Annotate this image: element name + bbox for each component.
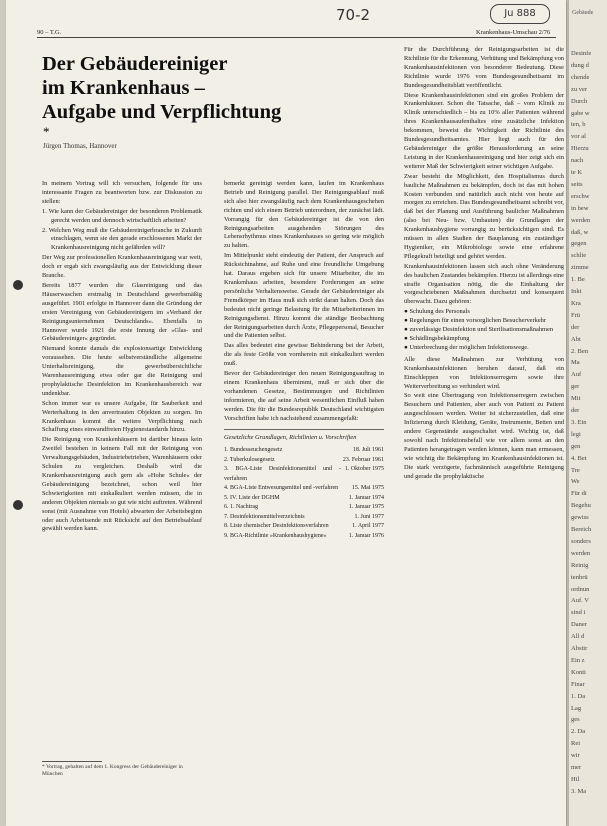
reference-date: 1. Juni 1977 — [354, 513, 384, 520]
paragraph: Alle diese Maßnahmen zur Verhütung von Krankenhausinfektionen beruhen darauf, daß ein Einschleppen von Infektionserregern sowie ihre Weiterverbreitung so verhindert wird. — [404, 355, 564, 390]
adjacent-page-strip — [568, 0, 607, 826]
strip-line: ordnun — [571, 585, 590, 593]
paragraph: So weit eine Übertragung von Infektionserregern zwischen Besuchern und Patienten, aber auch von Patient zu Patient ausgeschlossen werden. Weiter ist sicherzustellen, daß eine Infizierung durch Kleidung, Geräte, Instrumente, Betten und andere Gegenstände ausgeschaltet wird. Wichtig ist, daß sowohl nach Infektionsbefall wie vor allem sonst an den Patienten herangetragen werden können, kann man ermessen, wie wichtig die Bekämpfung im Krankenhausinfektionen ist. Die stark verzögerte, fachmännisch ausgeführte Reinigung und gerade die prophylaktische — [404, 392, 564, 480]
reference-text: 7. Desinfektionsmittelverzeichnis — [224, 513, 305, 520]
strip-line: 1. Da — [571, 692, 586, 700]
paragraph: Die Reinigung von Krankenhäusern ist darüber hinaus kein Zweifel bestehen in keinem Fall mit der Reinigung von Verwaltungsgebäuden, Industriebetrieben, Warenhäusern oder Schulen zu vergleichen. Deshalb wird die Krankenhausreinigung auch gern als »Hohe Schule« der Gebäudereinigung bezeichnet, schon weil hier Schwierigkeiten mit einkalkuliert werden müssen, die in anderen Objekten niemals so gut wie nicht auftreten. Während sonst (mit Ausnahme von Hotels) abwarten der Arbeitsbeginn oder auch Arbeitsende mit Rücksicht auf den Betriebsablauf gewählt werden kann. — [42, 436, 202, 533]
strip-line: seits — [571, 180, 583, 188]
reference-date: 23. Februar 1961 — [342, 456, 384, 463]
strip-line: tenbrü — [571, 573, 588, 581]
strip-line: 1. Be — [571, 276, 585, 284]
strip-line: Finar — [571, 680, 585, 688]
column-2 — [224, 180, 384, 541]
strip-line: daß, w — [571, 228, 589, 236]
strip-line: chende — [571, 73, 590, 81]
strip-line: Ma — [571, 359, 580, 367]
strip-line: legi — [571, 430, 581, 438]
handwritten-note: 70-2 — [336, 6, 371, 24]
strip-line: Mit — [571, 395, 581, 403]
strip-header: Gebäude — [572, 10, 594, 16]
strip-line: wir — [571, 752, 580, 760]
document-page — [6, 0, 566, 826]
strip-line: werden — [571, 216, 591, 224]
strip-line: gegen — [571, 240, 587, 248]
paragraph: Zwar besteht die Möglichkeit, den Hospitalismus durch bauliche Maßnahmen zu bekämpfen, doch ist das mit hohen Kosten verbunden und natürlich auch nicht von heute auf morgen zu erreichen. Das Bundesgesundheitsamt schreibt vor, daß bei der Planung und Ausführung baulicher Maßnahmen (also bei Neu- bzw. Umbauten) die Grundlagen der Krankenhaushygiene vorrangig zu berücksichtigen sind. Es müssen in allen Stadien der Bauplanung ein zuständiger Hygieniker, ein Mikrobiologe sowie eine erfahrene Pflegekraft beteiligt und gehört werden. — [404, 172, 564, 260]
list-item: 2. Welchen Weg muß die Gebäudereinigerbranche in Zukunft einschlagen, wenn sie den gerade erschlossenen Markt der Krankenhausreinigung nicht gefährden will? — [42, 226, 202, 252]
reference-date: 1. Januar 1975 — [348, 504, 384, 511]
page-number: 90 – T.G. — [37, 29, 62, 36]
intro-paragraph: In meinem Vortrag will ich versuchen, folgende für uns interessante Fragen zu beantworten bzw. zur Diskussion zu stellen: — [42, 180, 202, 205]
reference-item — [224, 494, 384, 504]
header-rule — [37, 37, 556, 38]
strip-line: Hierzu — [571, 145, 589, 153]
strip-line: All d — [571, 633, 585, 641]
strip-line: Tre — [571, 466, 580, 474]
strip-line: gewiss — [571, 514, 589, 522]
strip-line: Bereich — [571, 526, 592, 533]
paragraph: Bevor der Gebäudereiniger den neuen Reinigungsauftrag in einem Krankenhaus übernimmt, muß er sich über die vorhandenen Gesetze, Bestimmungen und Richtlinien informieren, die auf seine Arbeit wesentlichen Einfluß haben werden. Die für die Bundesrepublik Deutschland wichtigsten Vorschriften habe ich nachstehend zusammengefaßt: — [224, 370, 384, 422]
strip-line: gen — [571, 442, 581, 450]
bullet-item: ● Schädlingsbekämpfung — [404, 335, 470, 342]
bullet-item: ● Unterbrechung der möglichen Infektionswege. — [404, 343, 529, 351]
reference-text: 5. IV. Liste der DGHM — [224, 494, 280, 501]
references-title: Gesetzliche Grundlagen, Richtlinien u. Vorschriften — [224, 434, 357, 442]
bullet-item: ● zuverlässige Desinfektion und Sterilisationsmaßnahmen — [404, 326, 554, 334]
reference-item — [224, 484, 384, 494]
paragraph: Der Weg zur professionellen Krankenhausreinigung war weit, doch er ergab sich zwangsläufig aus der Entwicklung dieser Branche. — [42, 254, 202, 280]
reference-text: 1. Bundesseuchengesetz — [224, 447, 283, 454]
strip-line: We — [571, 478, 580, 486]
title-line: im Krankenhaus – — [42, 77, 205, 99]
strip-line: zimme — [571, 264, 589, 272]
strip-line: 2. Ben — [571, 347, 588, 355]
paragraph: bemerkt gereinigt werden kann, laufen im Krankenhaus Betrieb und Reinigung parallel. Der Reinigungsablauf muß sich also hier zwangsläufig nach dem Krankenhausgeschehen richten und sich einem Betrieb unterordnen, der zunächst lädt. Vorrangig für den Gebäudereiniger ist die von den Reinigungsarbeiten ausgehenden Störungen des Lebensrhythmus eines Krankenhauses so gering wie möglich zu halten. — [224, 180, 384, 250]
strip-line: mer — [571, 764, 582, 771]
reference-date: 1. Januar 1974 — [348, 494, 384, 501]
references-list — [224, 446, 384, 541]
strip-line: vor al — [571, 133, 586, 141]
strip-line: Durch — [571, 97, 588, 105]
strip-line: Ein z — [571, 656, 585, 664]
references-rule — [224, 429, 384, 430]
strip-line: Auf — [571, 371, 582, 379]
paragraph: Für die Durchführung der Reinigungsarbeiten ist die Richtlinie für die Erkennung, Verhütung und Bekämpfung von Krankenhausinfektionen von besonderer Bedeutung. Diese Richtlinie wurde 1976 vom Bundesgesundheitsamt im Bundesgesundheitsblatt veröffentlicht. — [404, 46, 564, 89]
strip-line: ges — [571, 716, 580, 724]
strip-line: gabe w — [571, 109, 590, 117]
reference-text: 8. Liste chemischer Desinfektionsverfahren — [224, 523, 329, 530]
strip-line: Abstir — [571, 645, 588, 652]
strip-line: 3. Ma — [571, 787, 587, 795]
reference-date: 18. Juli 1961 — [352, 447, 384, 454]
paragraph: Im Mittelpunkt steht eindeutig der Patient, der Anspruch auf Rücksichtnahme, auf Ruhe und eine freundliche Umgebung hat. Daraus ergeben sich für unsere Mitarbeiter, die im Krankenhaus arbeiten, besondere Forderungen an seine persönliche Verhaltensweise. Gerade der Gebäudereiniger als Fremdkörper im Haus muß sich strikt daran halten. Doch das bedeutet nicht geringe Belastung für die Mitarbeiterinnen im Reinigungsdienst. Hinzu kommt die ständige Beobachtung der Reinigungsarbeiten durch Ärzte, Pflegepersonal, Besucher und die Patienten selbst. — [224, 252, 384, 340]
journal-name: Krankenhaus-Umschau 2/76 — [476, 29, 551, 36]
list-item: 1. Wie kann der Gebäudereiniger der besonderen Problematik gerecht werden und dennoch wirtschaftlich arbeiten? — [42, 207, 202, 224]
strip-line: sind i — [571, 609, 586, 617]
reference-text: 9. BGA-Richtlinie »Krankenhaushygiene« — [224, 532, 327, 539]
strip-line: Kra — [571, 299, 581, 307]
strip-line: 4. Bet — [571, 454, 587, 462]
reference-date: 1. Oktober 1975 — [344, 466, 384, 473]
strip-line: 3. Ein — [571, 418, 587, 426]
strip-line: zu ver — [571, 85, 588, 93]
reference-item — [224, 456, 384, 466]
strip-line: erschw — [571, 192, 590, 200]
paragraph: Niemand konnte damals die explosionsartige Entwicklung voraussehen. Die heute selbstverständliche allgemeine Unterhaltsreinigung, die gewerbsübersichtliche Warenhausreinigung etwa oder gar die Reinigung und prophylaktische Desinfektion im Krankenhausbereich war undenkbar. — [42, 345, 202, 397]
strip-line: Auf. V — [571, 597, 589, 605]
strip-line: Desinfe — [571, 50, 592, 57]
reference-date: 15. Mai 1975 — [351, 485, 384, 492]
strip-line: Konti — [571, 668, 586, 676]
bullet-item: ● Schulung des Personals — [404, 308, 470, 316]
reference-text: 6. 1. Nachtrag — [224, 504, 258, 511]
title-line: Aufgabe und Verpflichtung — [42, 101, 282, 123]
reference-item — [224, 503, 384, 513]
reference-item — [224, 446, 384, 456]
reference-text: 3. BGA-Liste Desinfektionsmittel und -verfahren — [224, 466, 341, 482]
strip-line: sonders — [571, 537, 591, 545]
strip-line: dung d — [571, 61, 589, 69]
strip-line: Frü — [571, 311, 581, 319]
strip-line: schlie — [571, 252, 587, 260]
paragraph: Krankenhausinfektionen lassen sich auch ohne Veränderung des baulichen Zustandes bekämpfen. Hierzu ist allerdings eine straffe Organisation nötig, die die Einhaltung der vorgeschriebenen Maßnahmen durchsetzt und konsequent überwacht. Dazu gehören: — [404, 262, 564, 306]
reference-text: 2. Tuberkulosegesetz — [224, 456, 275, 463]
strip-line: Lag — [571, 704, 582, 712]
strip-line: ger — [571, 383, 580, 391]
title-line: Der Gebäudereiniger — [42, 53, 228, 75]
reference-text: 4. BGA-Liste Entwesungsmittel und -verfahren — [224, 485, 339, 492]
strip-line: te K — [571, 169, 583, 176]
footnote-star: * — [43, 124, 50, 139]
reference-date: 1. Januar 1976 — [348, 532, 384, 539]
paragraph: Diese Krankenhausinfektionen sind ein großes Problem der Krankenhäuser. Schon die Tatsache, daß – vom Klinik zu Klinik unterschiedlich – bis zu 10% aller Patienten während ihres Krankenhausaufenthaltes eine zusätzliche Infektion bekommen, beweist die Wichtigkeit der Richtlinie des Bundesgesundheitsamtes. Hier liegt auch für den Gebäudereiniger die größte Herausforderung an seine Leistung in der Krankenhausreinigung und hier zeigt sich ein weiterer Maß der Schwierigkeit seiner wichtigen Aufgabe. — [404, 91, 564, 170]
punch-hole — [13, 280, 23, 290]
strip-line: Inkt — [571, 288, 582, 295]
bullet-item: ● Regelungen für einen vorsorglichen Besucherverkehr — [404, 317, 546, 325]
strip-line: der — [571, 323, 580, 331]
reference-item — [224, 465, 384, 484]
strip-line: Rei — [571, 740, 581, 748]
paragraph: Das alles bedeutet eine gewisse Behinderung bei der Arbeit, die als feste Größe von vornherein mit einkalkuliert werden muß. — [224, 342, 384, 368]
strip-line: Daner — [571, 621, 587, 629]
paragraph: Bereits 1877 wurden die Glasreinigung und das Häuserwaschen erstmalig in Deutschland gewerbsmäßig ausgeführt. 1901 erfolgte in Hannover dann die Gründung der ersten Vereinigung von Gebäudereinigern im »Verband der Reinigungsunternehmen Deutschlands«. Ebenfalls in Hannover wurde 1921 die erste Innung der »Glas- und Gebäudereiniger« gegründet. — [42, 281, 202, 343]
strip-line: 2. Da — [571, 728, 586, 736]
footnote-rule — [42, 761, 102, 762]
reference-item — [224, 532, 384, 542]
article-title — [42, 52, 372, 124]
author-line: Jürgen Thomas, Hannover — [43, 142, 117, 150]
reference-item — [224, 513, 384, 523]
reference-item — [224, 522, 384, 532]
strip-line: in bew — [571, 204, 589, 212]
column-1 — [42, 180, 202, 535]
strip-line: der — [571, 407, 580, 414]
strip-line: Begehu — [571, 502, 591, 510]
strip-line: werden — [571, 549, 591, 557]
column-3 — [404, 46, 564, 483]
strip-line: nach — [571, 157, 584, 165]
strip-line: Reinig — [571, 561, 589, 569]
punch-hole — [13, 500, 23, 510]
strip-line: Abt — [571, 335, 581, 343]
strip-line: ten, b — [571, 121, 586, 129]
paragraph: Schon immer war es unsere Aufgabe, für Sauberkeit und Werterhaltung in den anvertrauten Objekten zu sorgen. Im Krankenhaus kommt die weitere Verpflichtung nach Schaffung eines einwandfreien Hygienestandards hinzu. — [42, 399, 202, 434]
strip-line: Hil — [571, 775, 580, 783]
reference-date: 1. April 1977 — [352, 523, 384, 530]
archive-stamp: Ju 888 — [490, 4, 550, 24]
footnote: * Vortrag, gehalten auf dem 1. Kongress der Gebäudereiniger in München — [42, 764, 183, 777]
strip-line: Für di — [571, 490, 587, 498]
